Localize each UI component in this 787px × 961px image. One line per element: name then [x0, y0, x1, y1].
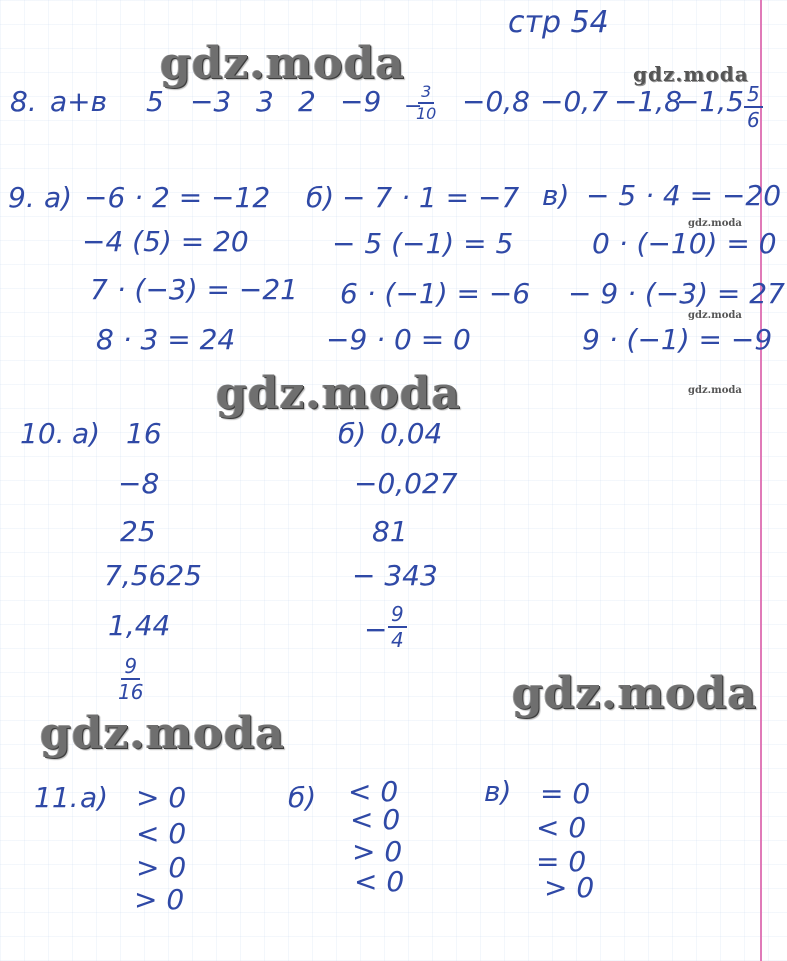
answer: < 0: [350, 803, 401, 836]
watermark-lower-right: gdz.moda: [512, 668, 758, 719]
part-label: б): [288, 781, 317, 814]
fraction: [744, 84, 763, 130]
watermark-tiny-1: gdz.moda: [688, 218, 742, 229]
watermark-tiny-2: gdz.moda: [688, 310, 742, 321]
answer: < 0: [536, 811, 587, 844]
fraction: [118, 656, 143, 702]
part-label: б): [338, 417, 367, 450]
answer: > 0: [134, 883, 185, 916]
fraction: [416, 84, 436, 122]
answer: < 0: [136, 817, 187, 850]
denominator: 4: [391, 628, 404, 652]
watermark-lower-left: gdz.moda: [40, 708, 286, 759]
exercise-number: 9.: [8, 181, 35, 214]
denominator: 6: [747, 108, 760, 132]
numerator: 9: [388, 604, 407, 628]
value: 2: [298, 85, 316, 118]
equation: − 5 (−1) = 5: [332, 227, 514, 260]
equation: −4 (5) = 20: [82, 225, 249, 258]
equation: 7 · (−3) = −21: [90, 273, 298, 306]
denominator: 16: [118, 680, 144, 704]
value: −0,7: [540, 85, 608, 118]
value: 5: [146, 85, 164, 118]
answer: 81: [372, 515, 408, 548]
fraction-sign: −: [404, 94, 423, 119]
answer: 1,44: [108, 609, 171, 642]
answer: = 0: [540, 777, 591, 810]
watermark-top-right: gdz.moda: [633, 62, 749, 86]
answer: −8: [118, 467, 160, 500]
equation: 6 · (−1) = −6: [340, 277, 531, 310]
fraction-sign: −: [364, 613, 388, 646]
value: −9: [340, 85, 382, 118]
watermark-top: gdz.moda: [160, 38, 406, 89]
fraction: [388, 604, 407, 650]
part-label: б): [306, 181, 335, 214]
equation: −6 · 2 = −12: [84, 181, 271, 214]
answer: 0,04: [380, 417, 443, 450]
value: −1,8: [614, 85, 682, 118]
value: −1,5: [676, 85, 744, 118]
answer: − 343: [352, 559, 438, 592]
exercise-number: 11.: [34, 781, 79, 814]
answer: > 0: [352, 835, 403, 868]
answer: 25: [120, 515, 156, 548]
answer: 16: [126, 417, 162, 450]
equation: − 7 · 1 = −7: [342, 181, 520, 214]
value: −3: [190, 85, 232, 118]
equation: 9 · (−1) = −9: [582, 323, 773, 356]
answer: > 0: [136, 851, 187, 884]
watermark-tiny-3: gdz.moda: [688, 385, 742, 396]
answer: < 0: [348, 775, 399, 808]
denominator: 10: [416, 104, 437, 123]
margin-line: [760, 0, 762, 961]
numerator: 5: [744, 84, 763, 108]
part-label: в): [542, 179, 570, 212]
answer: −0,027: [354, 467, 458, 500]
answer: > 0: [544, 871, 595, 904]
answer: < 0: [354, 865, 405, 898]
equation: 0 · (−10) = 0: [592, 227, 777, 260]
answer: 7,5625: [104, 559, 202, 592]
part-label: а): [80, 781, 109, 814]
numerator: 9: [121, 656, 140, 680]
page-header: стр 54: [508, 5, 609, 40]
watermark-center: gdz.moda: [216, 368, 462, 419]
equation: − 9 · (−3) = 27: [568, 277, 785, 310]
expression: a+в: [50, 85, 108, 118]
equation: − 5 · 4 = −20: [586, 179, 782, 212]
part-label: а): [72, 417, 101, 450]
part-label: а): [44, 181, 73, 214]
answer: = 0: [536, 845, 587, 878]
exercise-number: 10.: [20, 417, 65, 450]
answer: > 0: [136, 781, 187, 814]
equation: −9 · 0 = 0: [326, 323, 471, 356]
value: −0,8: [462, 85, 530, 118]
numerator: 3: [418, 84, 434, 104]
value: 3: [256, 85, 274, 118]
equation: 8 · 3 = 24: [96, 323, 236, 356]
part-label: в): [484, 775, 512, 808]
exercise-number: 8.: [10, 85, 37, 118]
